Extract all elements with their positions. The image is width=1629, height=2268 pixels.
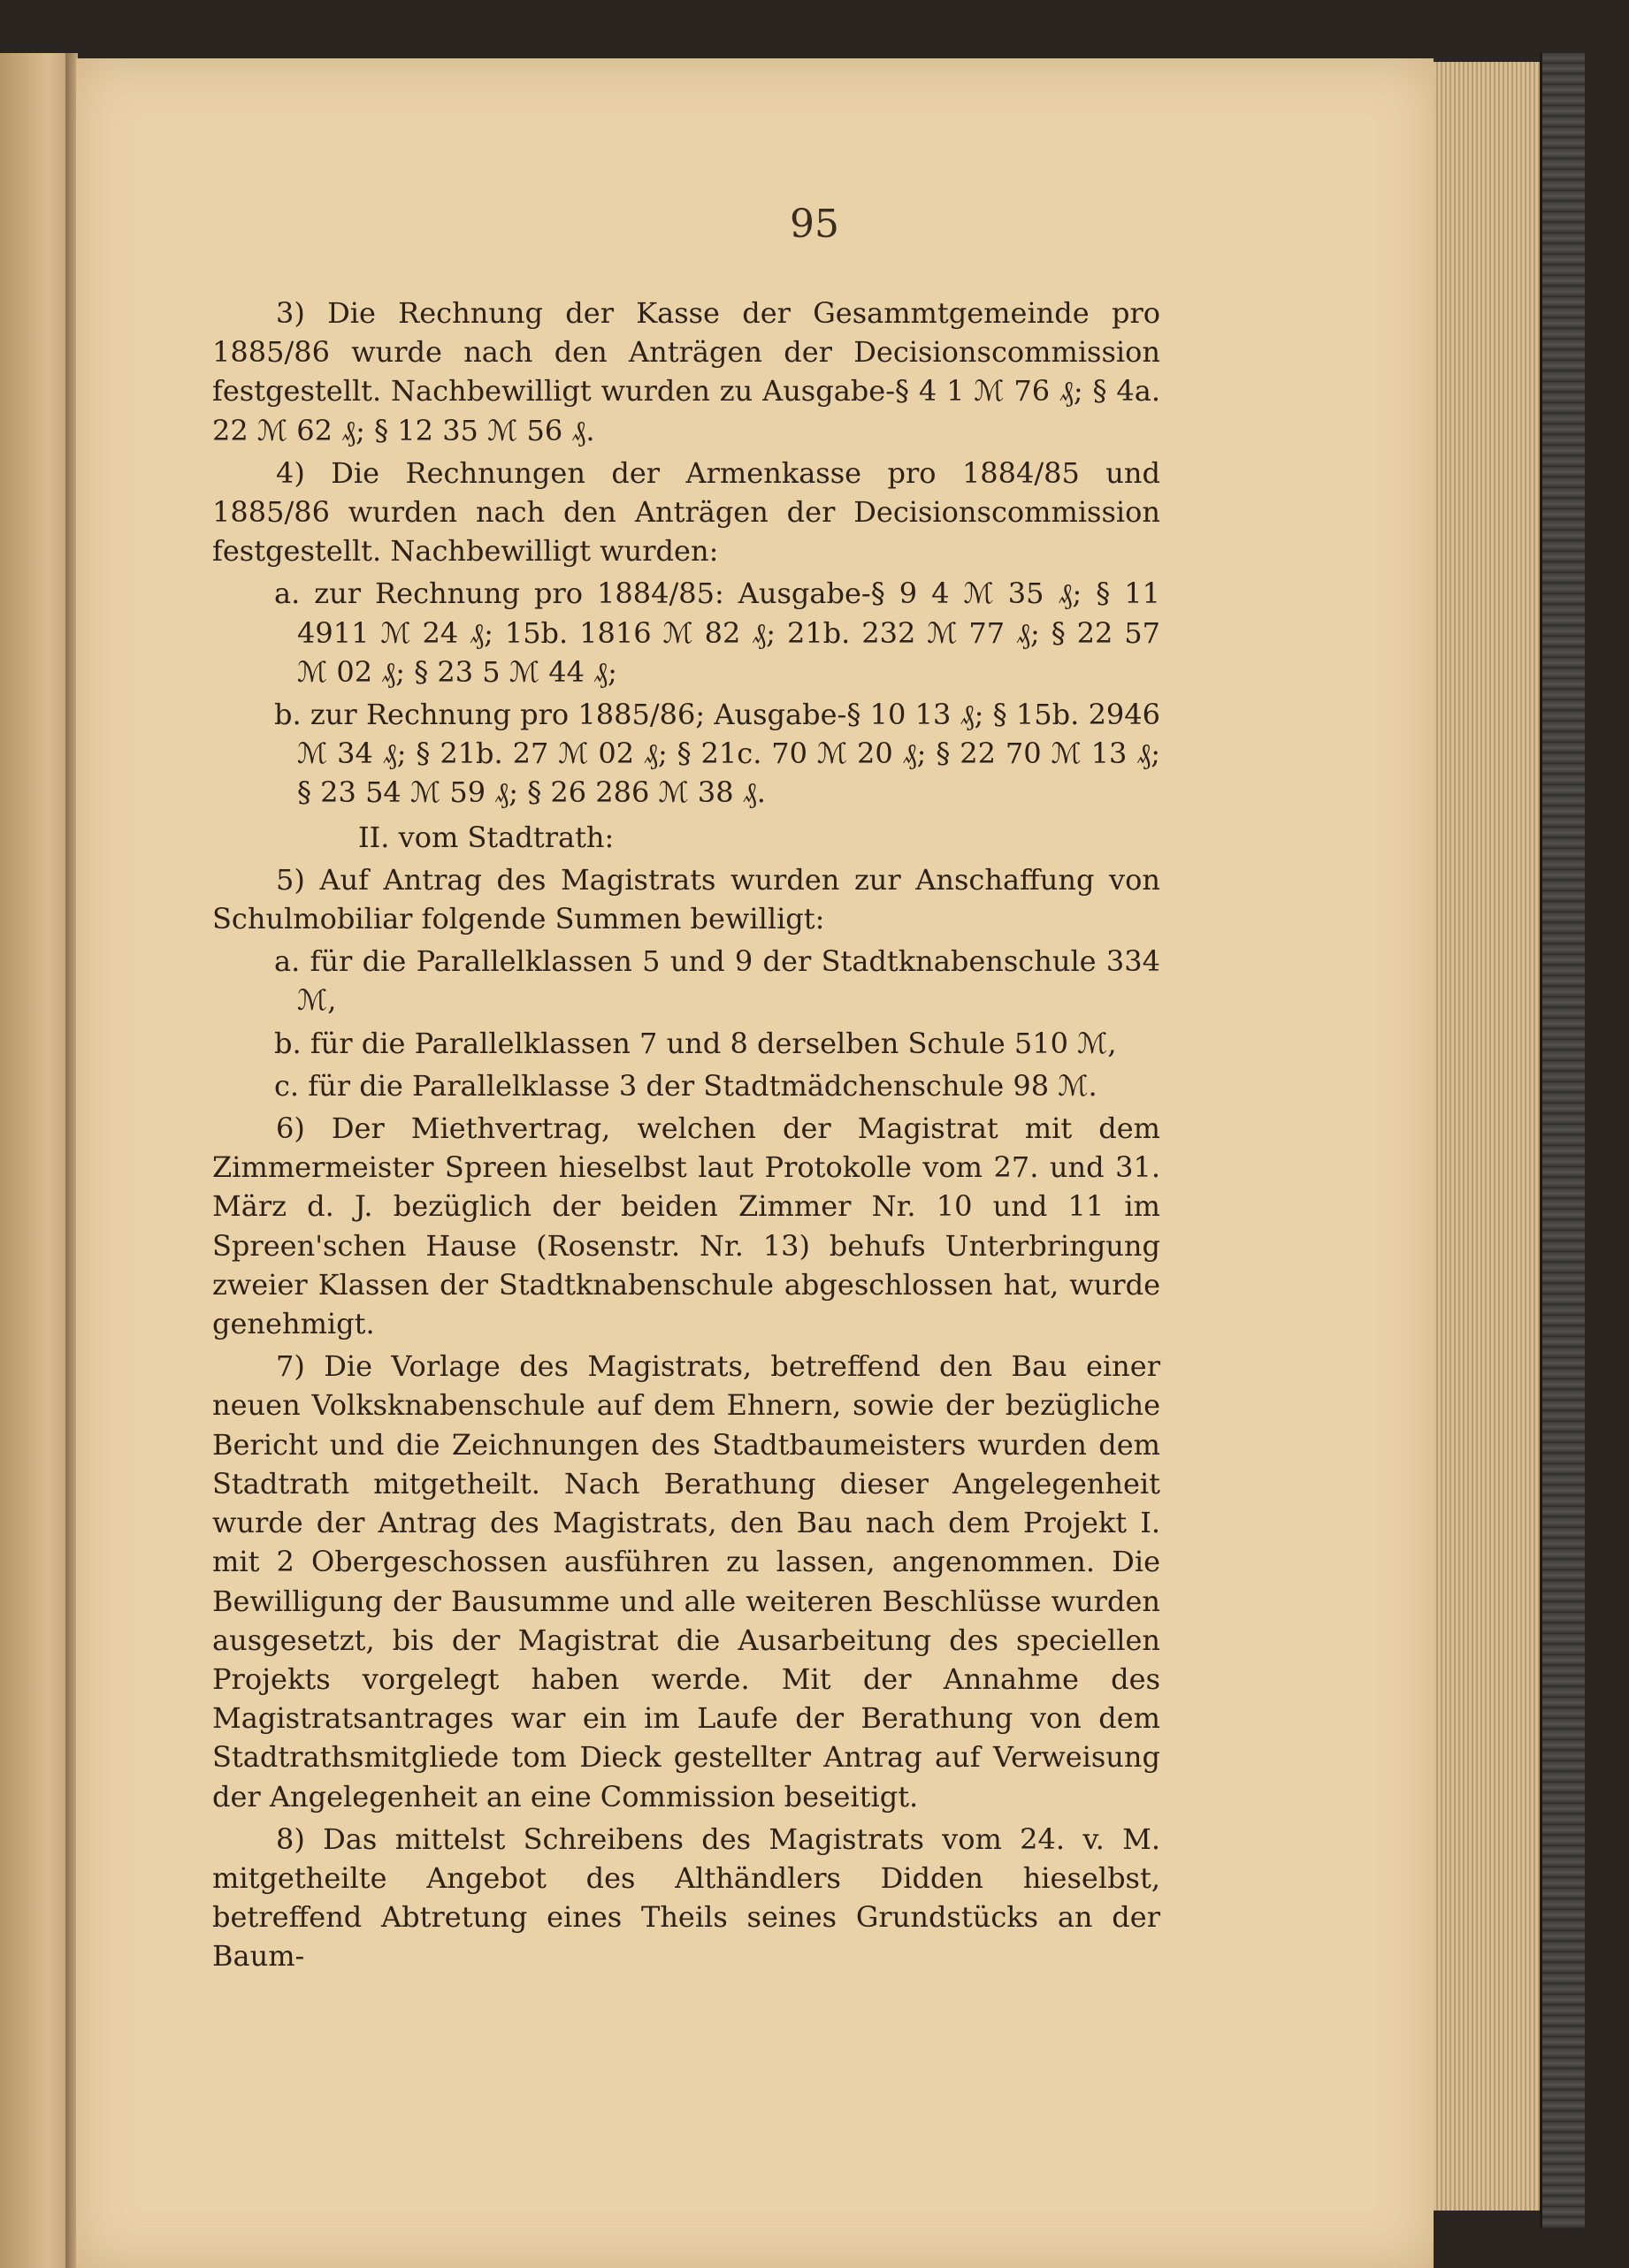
- paragraph-6: 6) Der Miethvertrag, welchen der Magistrat mit dem Zimmermeister Spreen hieselbst laut Protokolle vom 27. und 31. März d. J. bezüglich der beiden Zimmer Nr. 10 und 11 im Spreen'schen Hause (Rosenstr. Nr. 13) behufs Unterbringung zweier Klassen der Stadtknabenschule abgeschlossen hat, wurde genehmigt.: [212, 1111, 1160, 1341]
- left-page-edge: [0, 53, 69, 2268]
- paragraph-5: 5) Auf Antrag des Magistrats wurden zur Anschaffung von Schulmobiliar folgende Summen bewilligt:: [212, 862, 1160, 936]
- book-cover: [1540, 53, 1585, 2228]
- page-number: 95: [790, 202, 839, 247]
- page-text: [212, 294, 1160, 1980]
- page-edges: [1434, 62, 1541, 2211]
- paragraph-5a: a. für die Parallelklassen 5 und 9 der Stadtknabenschule 334 ℳ,: [274, 944, 1160, 1018]
- paragraph-4: 4) Die Rechnungen der Armenkasse pro 1884/85 und 1885/86 wurden nach den Anträgen der Decisionscommission festgestellt. Nachbewilligt wurden:: [212, 455, 1160, 569]
- paragraph-5b: b. für die Parallelklassen 7 und 8 derselben Schule 510 ℳ,: [274, 1026, 1117, 1060]
- paragraph-4a: a. zur Rechnung pro 1884/85: Ausgabe-§ 9 4 ℳ 35 ₰; § 11 4911 ℳ 24 ₰; 15b. 1816 ℳ 82 ₰; 21b. 232 ℳ 77 ₰; § 22 57 ℳ 02 ₰; § 23 5 ℳ 44 ₰;: [274, 577, 1160, 689]
- paragraph-3: 3) Die Rechnung der Kasse der Gesammtgemeinde pro 1885/86 wurde nach den Anträgen der Decisionscommission festgestellt. Nachbewilligt wurden zu Ausgabe-§ 4 1 ℳ 76 ₰; § 4a. 22 ℳ 62 ₰; § 12 35 ℳ 56 ₰.: [212, 296, 1160, 447]
- paragraph-8: 8) Das mittelst Schreibens des Magistrats vom 24. v. M. mitgetheilte Angebot des Althändlers Didden hieselbst, betreffend Abtretung eines Theils seines Grundstücks an der Baum-: [212, 1821, 1160, 1974]
- paragraph-5c: c. für die Parallelklasse 3 der Stadtmädchenschule 98 ℳ.: [274, 1068, 1097, 1103]
- section-heading-stadtrath: II. vom Stadtrath:: [358, 820, 615, 854]
- paragraph-4b: b. zur Rechnung pro 1885/86; Ausgabe-§ 10 13 ₰; § 15b. 2946 ℳ 34 ₰; § 21b. 27 ℳ 02 ₰; § 21c. 70 ℳ 20 ₰; § 22 70 ℳ 13 ₰; § 23 54 ℳ 59 ₰; § 26 286 ℳ 38 ₰.: [274, 698, 1160, 810]
- paragraph-7: 7) Die Vorlage des Magistrats, betreffend den Bau einer neuen Volksknabenschule auf dem Ehnern, sowie der bezügliche Bericht und die Zeichnungen des Stadtbaumeisters wurden dem Stadtrath mitgetheilt. Nach Berathung dieser Angelegenheit wurde der Antrag des Magistrats, den Bau nach dem Projekt I. mit 2 Obergeschossen ausführen zu lassen, angenommen. Die Bewilligung der Bausumme und alle weiteren Beschlüsse wurden ausgesetzt, bis der Magistrat die Ausarbeitung des speciellen Projekts vorgelegt haben werde. Mit der Annahme des Magistratsantrages war ein im Laufe der Berathung von dem Stadtrathsmitgliede tom Dieck gestellter Antrag auf Verweisung der Angelegenheit an eine Commission beseitigt.: [212, 1349, 1160, 1814]
